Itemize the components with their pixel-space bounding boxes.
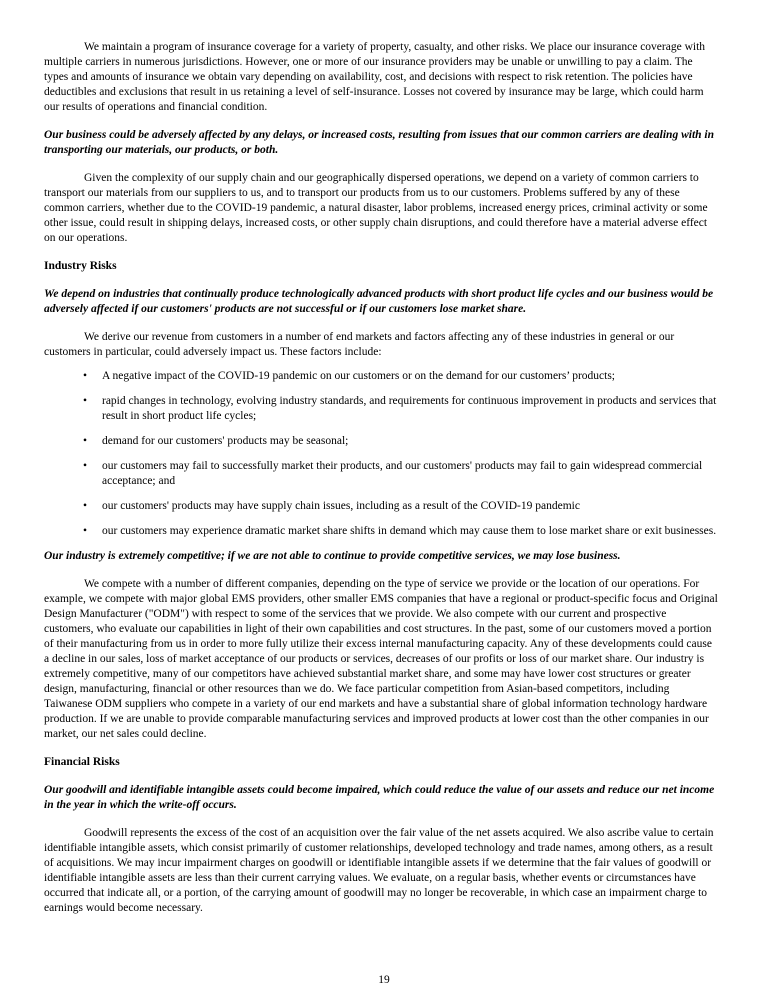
bullet-text: A negative impact of the COVID-19 pandemic on our customers or on the demand for our customers’ products;: [102, 370, 616, 382]
risk-heading-competition: Our industry is extremely competitive; if we are not able to continue to provide competitive services, we may lose business.: [44, 550, 621, 562]
bullet-text: demand for our customers' products may be seasonal;: [102, 435, 349, 447]
bullet-icon: •: [83, 500, 88, 512]
bullet-icon: •: [83, 370, 88, 382]
bullet-icon: •: [83, 435, 88, 447]
bullet-item-market-failure: [44, 459, 718, 489]
paragraph-competition: We compete with a number of different companies, depending on the type of service we provide or the location of our operations. For example, we compete with major global EMS providers, other smaller EMS companies that have a regional or product-specific focus and Original Design Manufacturer ("ODM") with respect to some of the services that we provide. We also compete with our current and prospective customers, who evaluate our capabilities in light of their own capabilities and cost structures. In the past, some of our customers moved a portion of their manufacturing from us in order to more fully utilize their excess internal manufacturing capacity. Any of these developments could cause a decline in our sales, loss of market acceptance of our products or services, decreases of our profits or loss of our market share. Our industry is extremely competitive, many of our competitors have achieved substantial market share, and some may have lower cost structures or greater design, manufacturing, financial or other resources than we do. We face particular competition from Asian-based competitors, including Taiwanese ODM suppliers who compete in a variety of our end markets and have a substantial share of global information technology hardware production. If we are unable to provide comparable manufacturing services and improved products at lower cost than the other companies in our market, our net sales could decline.: [44, 578, 718, 740]
paragraph-insurance: We maintain a program of insurance coverage for a variety of property, casualty, and other risks. We place our insurance coverage with multiple carriers in numerous jurisdictions. However, one or more of our insurance providers may be unable or unwilling to pay a claim. The types and amounts of insurance we obtain vary depending on availability, cost, and decisions with respect to risk retention. The policies have deductibles and exclusions that result in us retaining a level of self-insurance. Losses not covered by insurance may be large, which could harm our results of operations and financial condition.: [44, 41, 706, 113]
bullet-text: our customers' products may have supply chain issues, including as a result of the COVID-19 pandemic: [102, 500, 580, 512]
section-heading-industry-risks: Industry Risks: [44, 260, 117, 272]
risk-heading-industries: We depend on industries that continually produce technologically advanced products with short product life cycles and our business would be adversely affected if our customers' products are not successful or if our customers lose market share.: [44, 288, 714, 315]
section-heading-financial-risks: Financial Risks: [44, 756, 120, 768]
bullet-text: rapid changes in technology, evolving industry standards, and requirements for continuous improvement in products and services that result in short product life cycles;: [102, 395, 717, 422]
bullet-icon: •: [83, 525, 88, 537]
paragraph-goodwill: Goodwill represents the excess of the cost of an acquisition over the fair value of the net assets acquired. We also ascribe value to certain identifiable intangible assets, which consist primarily of customer relationships, developed technology and trade names, among others, as a result of acquisitions. We may incur impairment charges on goodwill or identifiable intangible assets if we determine that the fair values of goodwill or identifiable intangible assets are less than their current carrying values. We evaluate, on a regular basis, whether events or circumstances have occurred that indicate all, or a portion, of the carrying amount of goodwill may no longer be recoverable, in which case an impairment charge to earnings would become necessary.: [44, 827, 714, 914]
bullet-icon: •: [83, 460, 88, 472]
bullet-item-market-share-shifts: [44, 524, 718, 539]
risk-heading-common-carriers: Our business could be adversely affected by any delays, or increased costs, resulting from issues that our common carriers are dealing with in transporting our materials, our products, or both.: [44, 129, 714, 156]
page-number: 19: [378, 974, 390, 986]
bullet-text: our customers may experience dramatic market share shifts in demand which may cause them to lose market share or exit businesses.: [102, 525, 717, 537]
bullet-item-seasonal-demand: [44, 434, 718, 449]
paragraph-common-carriers: Given the complexity of our supply chain and our geographically dispersed operations, we depend on a variety of common carriers to transport our materials from our suppliers to us, and to transport our products from us to our customers. Problems suffered by any of these common carriers, whether due to the COVID-19 pandemic, a natural disaster, labor problems, increased energy prices, criminal activity or some other issue, could result in shipping delays, increased costs, or other supply chain disruptions, and could therefore have a material adverse effect on our operations.: [44, 172, 708, 244]
bullet-icon: •: [83, 395, 88, 407]
bullet-text: our customers may fail to successfully market their products, and our customers' products may fail to gain widespread commercial acceptance; and: [102, 460, 703, 487]
bullet-item-supply-chain: [44, 499, 718, 514]
risk-heading-goodwill: Our goodwill and identifiable intangible assets could become impaired, which could reduce the value of our assets and reduce our net income in the year in which the write-off occurs.: [44, 784, 715, 811]
paragraph-revenue-factors: We derive our revenue from customers in a number of end markets and factors affecting any of these industries in general or our customers in particular, could adversely impact us. These factors include:: [44, 331, 675, 358]
bullet-item-covid-impact: [44, 369, 718, 384]
bullet-item-rapid-changes: [44, 394, 718, 424]
